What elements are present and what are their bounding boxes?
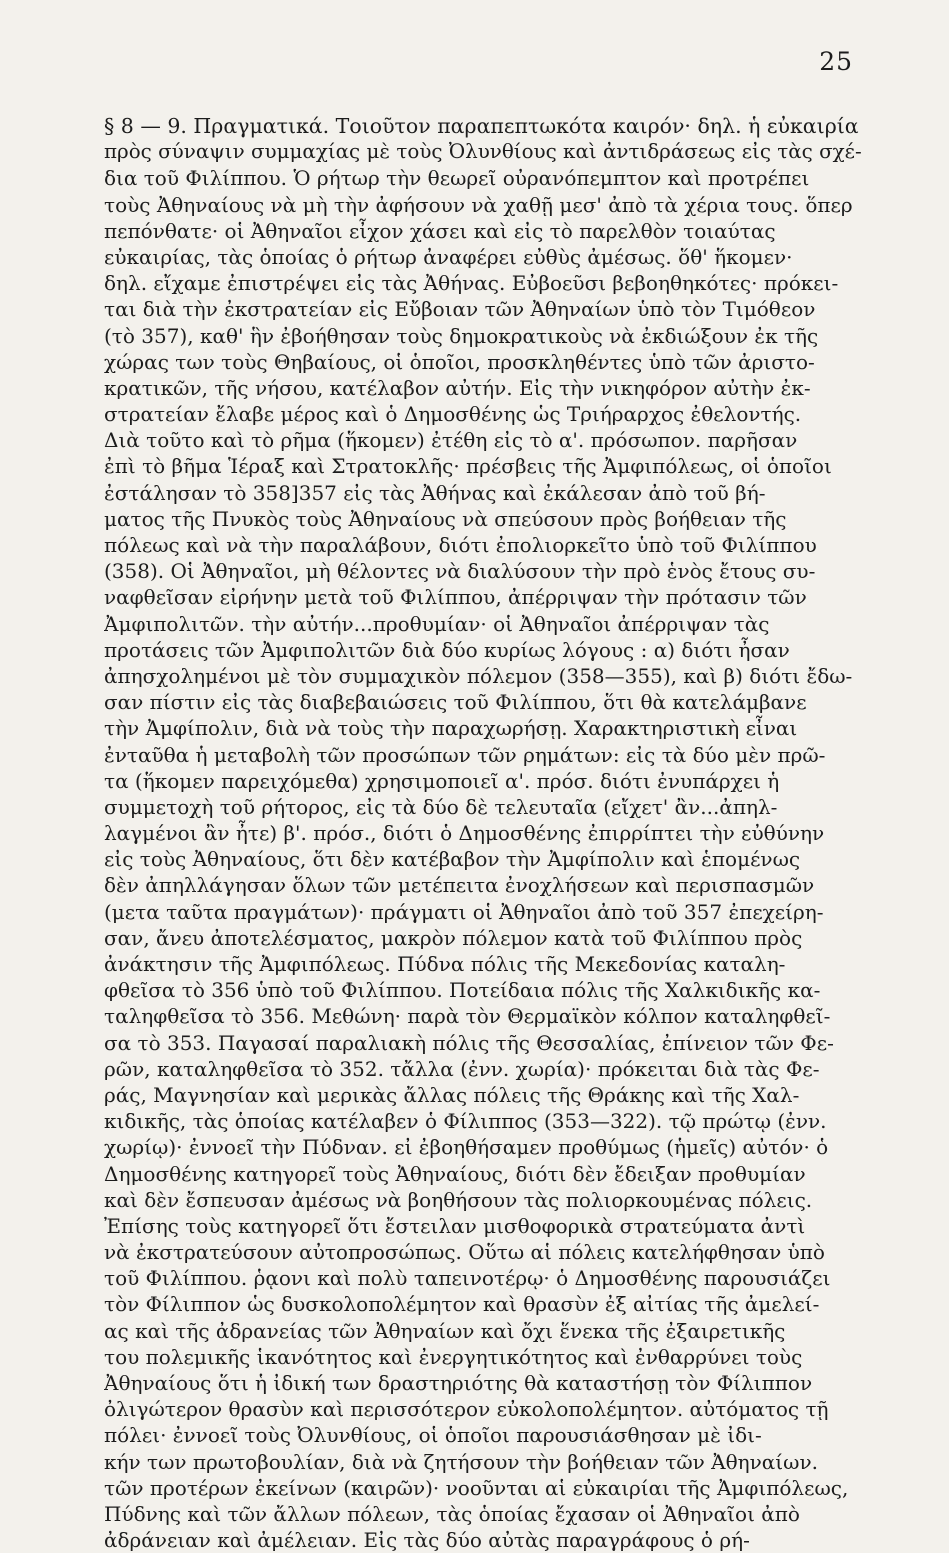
text-line: τοὺς Ἀθηναίους νὰ μὴ τὴν ἀφήσουν νὰ χαθῇ μεσ' ἀπὸ τὰ χέρια τους. ὅπερ <box>104 192 853 217</box>
text-line: (358). Οἱ Ἀθηναῖοι, μὴ θέλοντες νὰ διαλύσουν τὴν πρὸ ἑνὸς ἔτους συ- <box>104 559 816 584</box>
text-line: τῶν προτέρων ἐκείνων (καιρῶν)· νοοῦνται αἱ εὐκαιρίαι τῆς Ἀμφιπόλεως, <box>104 1475 849 1500</box>
text-line: Διὰ τοῦτο καὶ τὸ ρῆμα (ἥκομεν) ἐτέθη εἰς τὸ α'. πρόσωπον. παρῆσαν <box>104 428 798 453</box>
text-line: (τὸ 357), καθ' ἣν ἐβοήθησαν τοὺς δημοκρατικοὺς νὰ ἐκδιώξουν ἐκ τῆς <box>104 323 819 348</box>
text-line: ἐστάλησαν τὸ 358]357 εἰς τὰς Ἀθήνας καὶ ἐκάλεσαν ἀπὸ τοῦ βή- <box>104 480 766 505</box>
text-line: νὰ ἐκστρατεύσουν αὐτοπροσώπως. Οὕτω αἱ πόλεις κατελήφθησαν ὑπὸ <box>104 1240 825 1265</box>
text-line: πόλει· ἐννοεῖ τοὺς Ὀλυνθίους, οἱ ὁποῖοι παρουσιάσθησαν μὲ ἰδι- <box>104 1423 762 1448</box>
text-line: πεπόνθατε· οἱ Ἀθηναῖοι εἶχον χάσει καὶ εἰς τὸ παρελθὸν τοιαύτας <box>104 218 776 243</box>
page-number: 25 <box>819 47 853 76</box>
text-line: τοῦ Φιλίππου. ῥᾳονι καὶ πολὺ ταπεινοτέρῳ· ὁ Δημοσθένης παρουσιάζει <box>104 1266 831 1291</box>
text-line: λαγμένοι ἂν ἦτε) β'. πρόσ., διότι ὁ Δημοσθένης ἐπιρρίπτει τὴν εὐθύνην <box>104 821 825 846</box>
text-line: σαν, ἄνευ ἀποτελέσματος, μακρὸν πόλεμον κατὰ τοῦ Φιλίππου πρὸς <box>104 925 803 950</box>
text-line: ματος τῆς Πνυκὸς τοὺς Ἀθηναίους νὰ σπεύσουν πρὸς βοήθειαν τῆς <box>104 506 787 531</box>
text-line: ἀδράνειαν καὶ ἀμέλειαν. Εἰς τὰς δύο αὐτὰς παραγράφους ὁ ρή- <box>104 1528 750 1553</box>
text-line: § 8 — 9. Πραγματικά. Τοιοῦτον παραπεπτωκότα καιρόν· δηλ. ἡ εὐκαιρία <box>104 114 859 138</box>
text-line: κρατικῶν, τῆς νήσου, κατέλαβον αὐτήν. Εἰς τὴν νικηφόρον αὐτὴν ἐκ- <box>104 375 811 400</box>
text-line: ρῶν, καταληφθεῖσα τὸ 352. τἄλλα (ἐνν. χωρία)· πρόκειται διὰ τὰς Φε- <box>104 1056 820 1081</box>
text-line: τὸν Φίλιππον ὡς δυσκολοπολέμητον καὶ θρασὺν ἐξ αἰτίας τῆς ἀμελεί- <box>104 1292 820 1317</box>
text-line: δὲν ἀπηλλάγησαν ὅλων τῶν μετέπειτα ἐνοχλήσεων καὶ περισπασμῶν <box>104 873 815 898</box>
text-line: συμμετοχὴ τοῦ ρήτορος, εἰς τὰ δύο δὲ τελευταῖα (εἴχετ' ἂν...ἀπηλ- <box>104 794 778 819</box>
text-line: ας καὶ τῆς ἀδρανείας τῶν Ἀθηναίων καὶ ὄχι ἕνεκα τῆς ἐξαιρετικῆς <box>104 1318 786 1343</box>
text-line: καὶ δὲν ἔσπευσαν ἀμέσως νὰ βοηθήσουν τὰς πολιορκουμένας πόλεις. <box>104 1187 813 1212</box>
text-line: του πολεμικῆς ἱκανότητος καὶ ἐνεργητικότητος καὶ ἐνθαρρύνει τοὺς <box>104 1344 803 1369</box>
text-line: (μετα ταῦτα πραγμάτων)· πράγματι οἱ Ἀθηναῖοι ἀπὸ τοῦ 357 ἐπεχείρη- <box>104 899 824 924</box>
text-line: Ἀμφιπολιτῶν. τὴν αὐτήν...προθυμίαν· οἱ Ἀθηναῖοι ἀπέρριψαν τὰς <box>104 611 770 636</box>
text-line: εὐκαιρίας, τὰς ὁποίας ὁ ρήτωρ ἀναφέρει εὐθὺς ἀμέσως. ὅθ' ἥκομεν· <box>104 244 793 269</box>
text-line: ταληφθεῖσα τὸ 356. Μεθώνη· παρὰ τὸν Θερμαϊκὸν κόλπον καταληφθεῖ- <box>104 1004 831 1029</box>
text-line: Πύδνης καὶ τῶν ἄλλων πόλεων, τὰς ὁποίας ἔχασαν οἱ Ἀθηναῖοι ἀπὸ <box>104 1501 800 1526</box>
text-line: τὴν Ἀμφίπολιν, διὰ νὰ τοὺς τὴν παραχωρήσῃ. Χαρακτηριστικὴ εἶναι <box>104 716 798 741</box>
text-line: ται διὰ τὴν ἐκστρατείαν εἰς Εὔβοιαν τῶν Ἀθηναίων ὑπὸ τὸν Τιμόθεον <box>104 297 816 322</box>
text-line: στρατείαν ἔλαβε μέρος καὶ ὁ Δημοσθένης ὡς Τριήραρχος ἐθελοντής. <box>104 402 802 427</box>
text-line: ὀλιγώτερον θρασὺν καὶ περισσότερον εὐκολοπολέμητον. αὐτόματος τῇ <box>104 1397 829 1422</box>
text-line: ἀνάκτησιν τῆς Ἀμφιπόλεως. Πύδνα πόλις τῆς Μεκεδονίας καταλη- <box>104 952 786 976</box>
text-line: κιδικῆς, τὰς ὁποίας κατέλαβεν ὁ Φίλιππος (353—322). τῷ πρώτῳ (ἐνν. <box>104 1109 827 1134</box>
text-line: ναφθεῖσαν εἰρήνην μετὰ τοῦ Φιλίππου, ἀπέρριψαν τὴν πρότασιν τῶν <box>104 585 807 610</box>
text-line: ράς, Μαγνησίαν καὶ μερικὰς ἄλλας πόλεις τῆς Θράκης καὶ τῆς Χαλ- <box>104 1082 800 1107</box>
text-line: δια τοῦ Φιλίππου. Ὁ ρήτωρ τὴν θεωρεῖ οὐρανόπεμπτον καὶ προτρέπει <box>104 166 810 191</box>
commentary-text <box>104 113 862 1553</box>
text-line: Ἐπίσης τοὺς κατηγορεῖ ὅτι ἔστειλαν μισθοφορικὰ στρατεύματα ἀντὶ <box>104 1213 806 1238</box>
text-line: εἰς τοὺς Ἀθηναίους, ὅτι δὲν κατέβαβον τὴν Ἀμφίπολιν καὶ ἑπομένως <box>104 847 801 872</box>
text-line: προτάσεις τῶν Ἀμφιπολιτῶν διὰ δύο κυρίως λόγους : α) διότι ἦσαν <box>104 637 790 662</box>
text-line: χωρίῳ)· ἐννοεῖ τὴν Πύδναν. εἰ ἐβοηθήσαμεν προθύμως (ἡμεῖς) αὐτόν· ὁ <box>104 1135 829 1160</box>
text-line: τα (ἥκομεν παρειχόμεθα) χρησιμοποιεῖ α'. πρόσ. διότι ἐνυπάρχει ἡ <box>104 768 780 793</box>
text-line: φθεῖσα τὸ 356 ὑπὸ τοῦ Φιλίππου. Ποτείδαια πόλις τῆς Χαλκιδικῆς κα- <box>104 978 821 1003</box>
text-line: σαν πίστιν εἰς τὰς διαβεβαιώσεις τοῦ Φιλίππου, ὅτι θὰ κατελάμβανε <box>104 690 807 715</box>
text-line: πρὸς σύναψιν συμμαχίας μὲ τοὺς Ὀλυνθίους καὶ ἀντιδράσεως εἰς τὰς σχέ- <box>104 140 862 164</box>
text-line: κήν των πρωτοβουλίαν, διὰ νὰ ζητήσουν τὴν βοήθειαν τῶν Ἀθηναίων. <box>104 1449 818 1474</box>
text-line: πόλεως καὶ νὰ τὴν παραλάβουν, διότι ἐπολιορκεῖτο ὑπὸ τοῦ Φιλίππου <box>104 533 817 557</box>
text-line: ἐπὶ τὸ βῆμα Ἱέραξ καὶ Στρατοκλῆς· πρέσβεις τῆς Ἀμφιπόλεως, οἱ ὁποῖοι <box>104 454 832 479</box>
text-line: χώρας των τοὺς Θηβαίους, οἱ ὁποῖοι, προσκληθέντες ὑπὸ τῶν ἀριστο- <box>104 349 815 374</box>
text-line: Δημοσθένης κατηγορεῖ τοὺς Ἀθηναίους, διότι δὲν ἔδειξαν προθυμίαν <box>104 1161 806 1186</box>
text-line: δηλ. εἴχαμε ἐπιστρέψει εἰς τὰς Ἀθήνας. Εὐβοεῦσι βεβοηθηκότες· πρόκει- <box>104 271 839 296</box>
text-line: Ἀθηναίους ὅτι ἡ ἰδική των δραστηριότης θὰ καταστήσῃ τὸν Φίλιππον <box>104 1371 813 1395</box>
text-line: ἐνταῦθα ἡ μεταβολὴ τῶν προσώπων τῶν ρημάτων: εἰς τὰ δύο μὲν πρῶ- <box>104 742 826 767</box>
text-line: ἀπησχολημένοι μὲ τὸν συμμαχικὸν πόλεμον (358—355), καὶ β) διότι ἔδω- <box>104 663 853 688</box>
text-line: σα τὸ 353. Παγασαί παραλιακὴ πόλις τῆς Θεσσαλίας, ἐπίνειον τῶν Φε- <box>104 1030 834 1055</box>
